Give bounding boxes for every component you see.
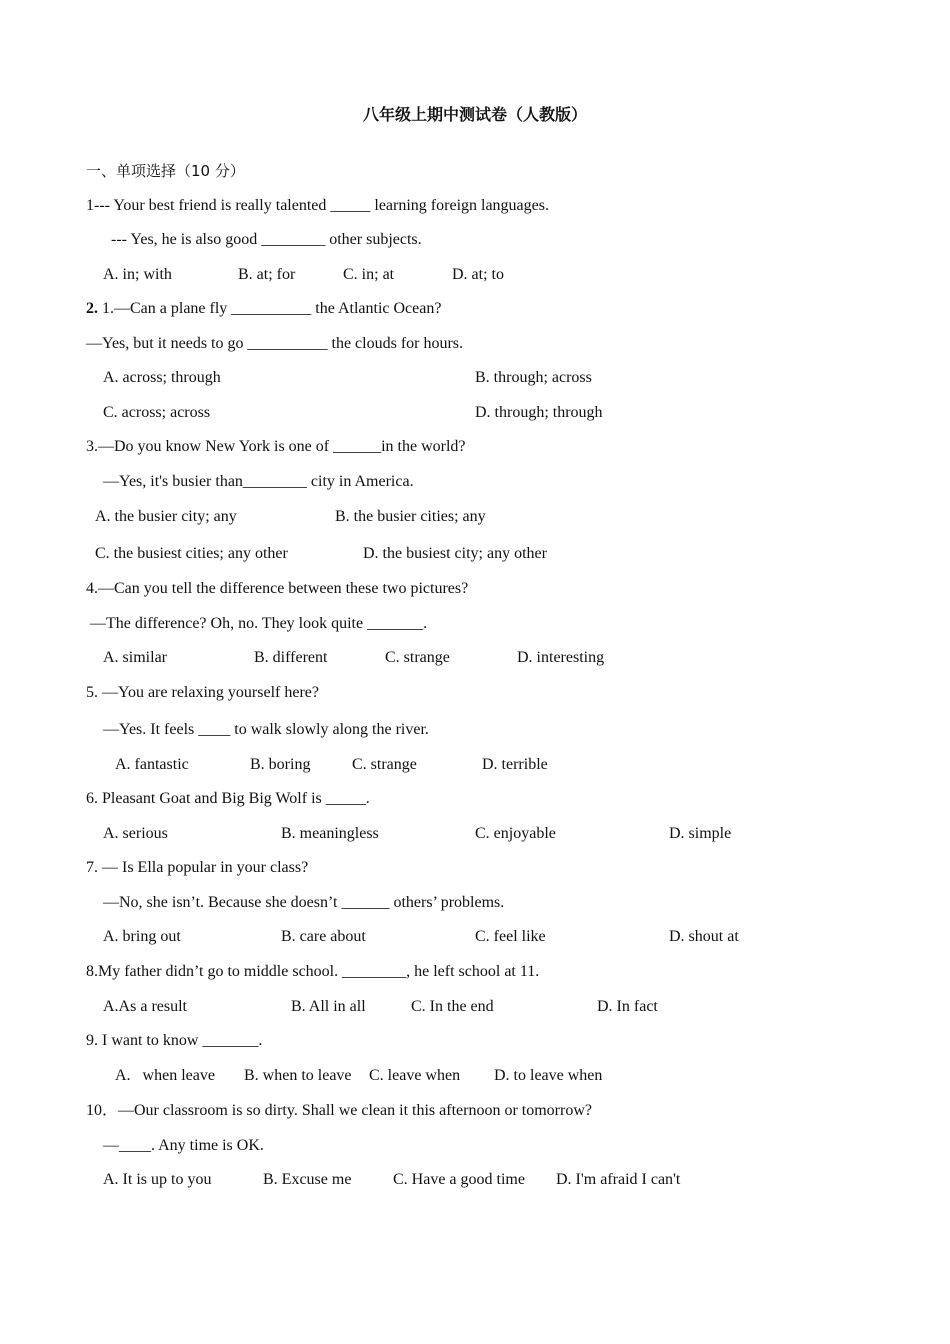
question-1-option-d: D. at; to xyxy=(452,266,504,283)
question-10-option-c: C. Have a good time xyxy=(393,1171,525,1188)
question-10-line-1: 10．—Our classroom is so dirty. Shall we clean it this afternoon or tomorrow? xyxy=(86,1102,592,1119)
question-7-option-c: C. feel like xyxy=(475,928,546,945)
question-4-option-a: A. similar xyxy=(103,649,167,666)
question-3-option-b: B. the busier cities; any xyxy=(335,508,486,525)
question-9-line-1: 9. I want to know _______. xyxy=(86,1032,263,1049)
question-4-option-d: D. interesting xyxy=(517,649,605,666)
question-7-option-d: D. shout at xyxy=(669,928,739,945)
question-2-text: 1.—Can a plane fly __________ the Atlantic Ocean? xyxy=(98,300,442,317)
question-4-option-c: C. strange xyxy=(385,649,450,666)
question-5-option-a: A. fantastic xyxy=(115,756,189,773)
question-8-option-d: D. In fact xyxy=(597,998,658,1015)
question-5-option-c: C. strange xyxy=(352,756,417,773)
question-4-line-1: 4.—Can you tell the difference between these two pictures? xyxy=(86,580,469,597)
page-title: 八年级上期中测试卷（人教版） xyxy=(362,105,587,124)
question-2-line-1 xyxy=(86,299,441,319)
question-1-line-2: --- Yes, he is also good ________ other subjects. xyxy=(111,231,422,248)
question-8-option-b: B. All in all xyxy=(291,998,366,1015)
question-7-line-1: 7. — Is Ella popular in your class? xyxy=(86,859,309,876)
question-10-line-2: —____. Any time is OK. xyxy=(103,1137,264,1154)
question-5-line-1: 5. —You are relaxing yourself here? xyxy=(86,684,319,701)
question-7-option-b: B. care about xyxy=(281,928,366,945)
question-2-number: 2. xyxy=(86,300,98,317)
question-10-option-d: D. I'm afraid I can't xyxy=(556,1171,681,1188)
section-heading: 一、单项选择（10 分） xyxy=(86,162,245,180)
question-7-option-a: A. bring out xyxy=(103,928,181,945)
question-2-option-b: B. through; across xyxy=(475,369,592,386)
question-5-option-d: D. terrible xyxy=(482,756,548,773)
question-6-option-d: D. simple xyxy=(669,825,732,842)
question-3-line-2: —Yes, it's busier than________ city in America. xyxy=(103,473,414,490)
question-5-line-2: —Yes. It feels ____ to walk slowly along the river. xyxy=(103,721,429,738)
question-6-line-1: 6. Pleasant Goat and Big Big Wolf is _____. xyxy=(86,790,370,807)
question-6-option-a: A. serious xyxy=(103,825,168,842)
question-4-option-b: B. different xyxy=(254,649,328,666)
question-8-option-c: C. In the end xyxy=(411,998,494,1015)
question-10-option-a: A. It is up to you xyxy=(103,1171,212,1188)
question-6-option-c: C. enjoyable xyxy=(475,825,556,842)
question-7-line-2: —No, she isn’t. Because she doesn’t ______ others’ problems. xyxy=(103,894,505,911)
question-2-option-c: C. across; across xyxy=(103,404,211,421)
question-10-option-b: B. Excuse me xyxy=(263,1171,352,1188)
question-1-option-b: B. at; for xyxy=(238,266,296,283)
question-3-option-d: D. the busiest city; any other xyxy=(363,545,547,562)
question-1-option-a: A. in; with xyxy=(103,266,172,283)
question-2-option-a: A. across; through xyxy=(103,369,221,386)
question-9-option-b: B. when to leave xyxy=(244,1067,352,1084)
question-9-option-a: A. when leave xyxy=(115,1067,215,1084)
question-2-option-d: D. through; through xyxy=(475,404,603,421)
question-1-line-1: 1--- Your best friend is really talented _____ learning foreign languages. xyxy=(86,197,549,214)
question-3-line-1: 3.—Do you know New York is one of ______in the world? xyxy=(86,438,466,455)
question-5-option-b: B. boring xyxy=(250,756,311,773)
question-4-line-2: —The difference? Oh, no. They look quite _______. xyxy=(90,615,428,632)
question-9-option-d: D. to leave when xyxy=(494,1067,603,1084)
question-3-option-c: C. the busiest cities; any other xyxy=(95,545,288,562)
question-1-option-c: C. in; at xyxy=(343,266,395,283)
question-9-option-c: C. leave when xyxy=(369,1067,461,1084)
question-8-line-1: 8.My father didn’t go to middle school. ________, he left school at 11. xyxy=(86,963,540,980)
question-6-option-b: B. meaningless xyxy=(281,825,379,842)
question-3-option-a: A. the busier city; any xyxy=(95,508,237,525)
question-2-line-2: —Yes, but it needs to go __________ the clouds for hours. xyxy=(86,335,464,352)
question-8-option-a: A.As a result xyxy=(103,998,187,1015)
